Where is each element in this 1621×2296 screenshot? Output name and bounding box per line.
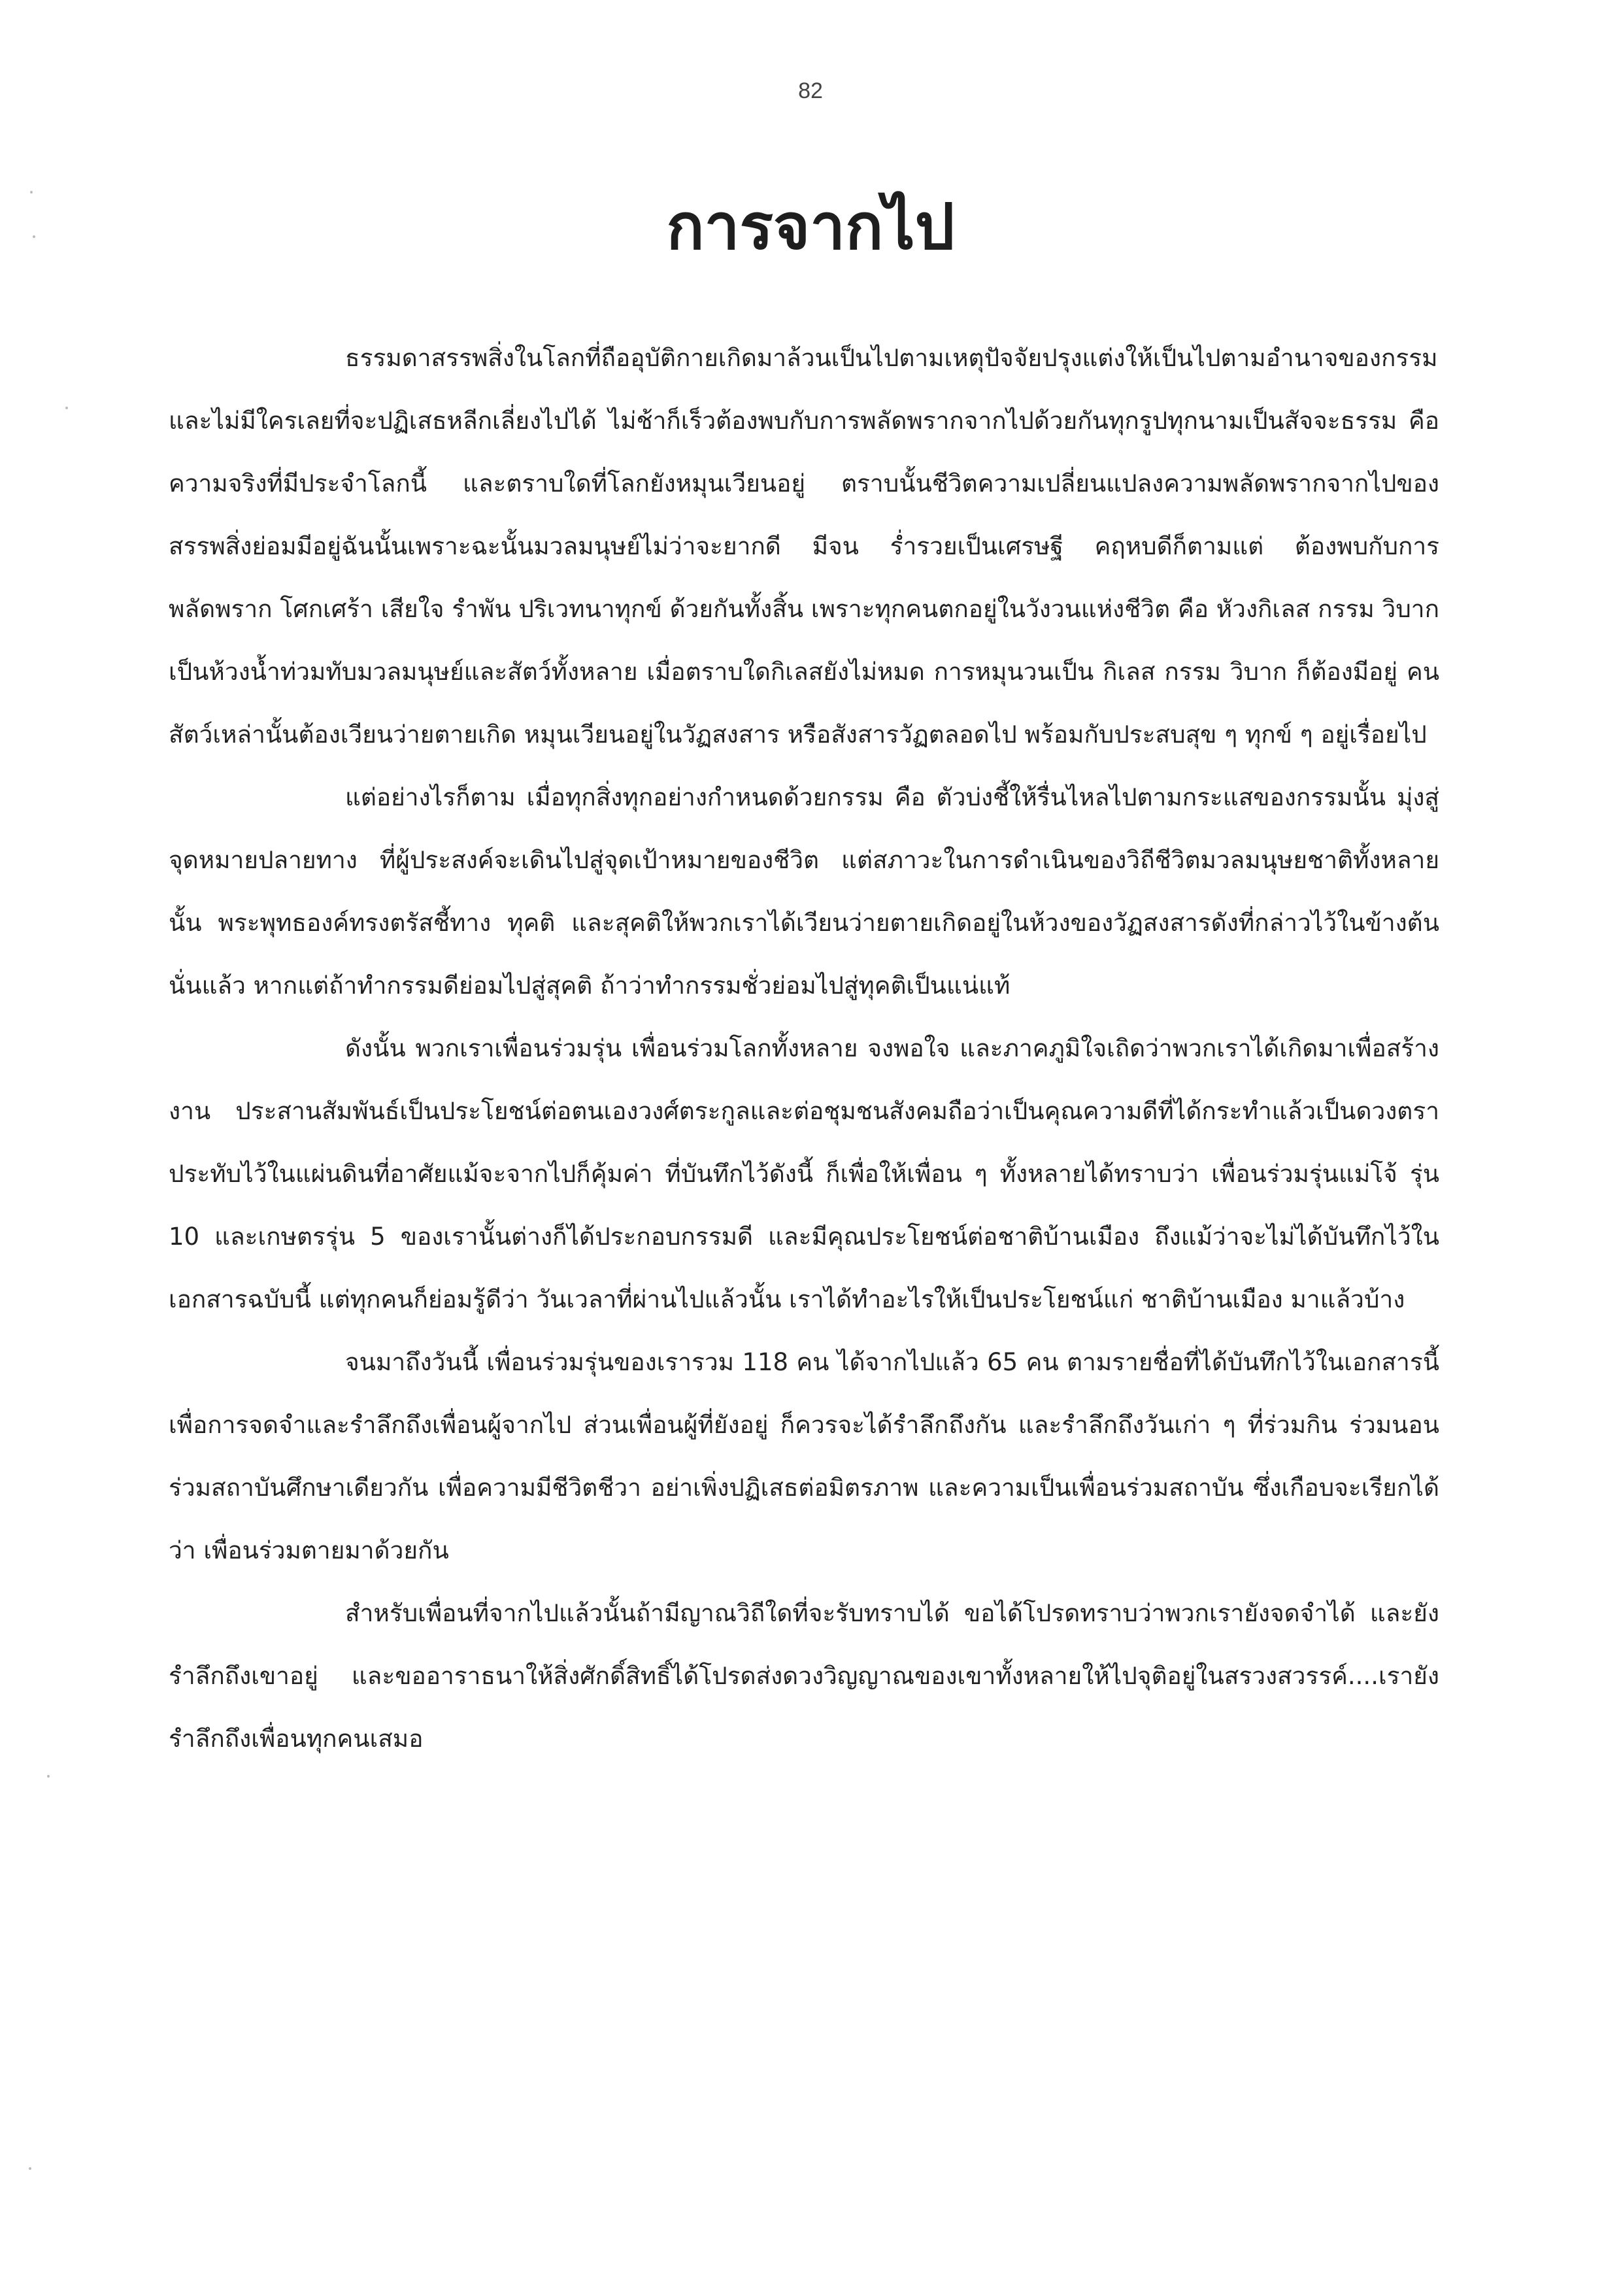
paragraph-4: จนมาถึงวันนี้ เพื่อนร่วมรุ่นของเรารวม 118 คน ได้จากไปแล้ว 65 คน ตามรายชื่อที่ได้บันทึกไว้ในเอกสารนี้ เพื่อการจดจำและรำลึกถึงเพื่อนผู้จากไป ส่วนเพื่อนผู้ที่ยังอยู่ ก็ควรจะได้รำลึกถึงกัน และรำลึกถึงวันเก่า ๆ ที่ร่วมกิน ร่วมนอน ร่วมสถาบันศึกษาเดียวกัน เพื่อความมีชีวิตชีวา อย่าเพิ่งปฏิเสธต่อมิตรภาพ และความเป็นเพื่อนร่วมสถาบัน ซึ่งเกือบจะเรียกได้ว่า เพื่อนร่วมตายมาด้วยกัน — [169, 1348, 1439, 1564]
paragraph-1: ธรรมดาสรรพสิ่งในโลกที่ถืออุบัติกายเกิดมาล้วนเป็นไปตามเหตุปัจจัยปรุงแต่งให้เป็นไปตามอำนาจของกรรม และไม่มีใครเลยที่จะปฏิเสธหลีกเลี่ยงไปได้ ไม่ช้าก็เร็วต้องพบกับการพลัดพรากจากไปด้วยกันทุกรูปทุกนามเป็นสัจจะธรรม คือความจริงที่มีประจำโลกนี้ และตราบใดที่โลกยังหมุนเวียนอยู่ ตราบนั้นชีวิตความเปลี่ยนแปลงความพลัดพรากจากไปของสรรพสิ่งย่อมมีอยู่ฉันนั้นเพราะฉะนั้นมวลมนุษย์ไม่ว่าจะยากดี มีจน ร่ำรวยเป็นเศรษฐี คฤหบดีก็ตามแต่ ต้องพบกับการพลัดพราก โศกเศร้า เสียใจ รำพัน ปริเวทนาทุกข์ ด้วยกันทั้งสิ้น เพราะทุกคนตกอยู่ในวังวนแห่งชีวิต คือ หัวงกิเลส กรรม วิบาก เป็นห้วงน้ำท่วมทับมวลมนุษย์และสัตว์ทั้งหลาย เมื่อตราบใดกิเลสยังไม่หมด การหมุนวนเป็น กิเลส กรรม วิบาก ก็ต้องมีอยู่ คนสัตว์เหล่านั้นต้องเวียนว่ายตายเกิด หมุนเวียนอยู่ในวัฏสงสาร หรือสังสารวัฏตลอดไป พร้อมกับประสบสุข ๆ ทุกข์ ๆ อยู่เรื่อยไป — [169, 344, 1439, 749]
body-text — [169, 327, 1439, 1770]
scan-speck — [65, 407, 68, 409]
paragraph-3: ดังนั้น พวกเราเพื่อนร่วมรุ่น เพื่อนร่วมโลกทั้งหลาย จงพอใจ และภาคภูมิใจเถิดว่าพวกเราได้เกิดมาเพื่อสร้างงาน ประสานสัมพันธ์เป็นประโยชน์ต่อตนเองวงศ์ตระกูลและต่อชุมชนสังคมถือว่าเป็นคุณความดีที่ได้กระทำแล้วเป็นดวงตราประทับไว้ในแผ่นดินที่อาศัยแม้จะจากไปก็คุ้มค่า ที่บันทึกไว้ดังนี้ ก็เพื่อให้เพื่อน ๆ ทั้งหลายได้ทราบว่า เพื่อนร่วมรุ่นแม่โจ้ รุ่น 10 และเกษตรรุ่น 5 ของเรานั้นต่างก็ได้ประกอบกรรมดี และมีคุณประโยชน์ต่อชาติบ้านเมือง ถึงแม้ว่าจะไม่ได้บันทึกไว้ในเอกสารฉบับนี้ แต่ทุกคนก็ย่อมรู้ดีว่า วันเวลาที่ผ่านไปแล้วนั้น เราได้ทำอะไรให้เป็นประโยชน์แก่ ชาติบ้านเมือง มาแล้วบ้าง — [169, 1034, 1439, 1313]
page-title: การจากไป — [666, 190, 955, 263]
scan-speck — [47, 1775, 50, 1778]
paragraph-5: สำหรับเพื่อนที่จากไปแล้วนั้นถ้ามีญาณวิถีใดที่จะรับทราบได้ ขอได้โปรดทราบว่าพวกเรายังจดจำได้ และยังรำลึกถึงเขาอยู่ และขออาราธนาให้สิ่งศักดิ์สิทธิ์ได้โปรดส่งดวงวิญญาณของเขาทั้งหลายให้ไปจุติอยู่ในสรวงสวรรค์....เรายังรำลึกถึงเพื่อนทุกคนเสมอ — [169, 1599, 1439, 1753]
scan-speck — [30, 191, 33, 194]
paragraph-2: แต่อย่างไรก็ตาม เมื่อทุกสิ่งทุกอย่างกำหนดด้วยกรรม คือ ตัวบ่งชี้ให้รื่นไหลไปตามกระแสของกรรมนั้น มุ่งสู่จุดหมายปลายทาง ที่ผู้ประสงค์จะเดินไปสู่จุดเป้าหมายของชีวิต แต่สภาวะในการดำเนินของวิถีชีวิตมวลมนุษยชาติทั้งหลายนั้น พระพุทธองค์ทรงตรัสชี้ทาง ทุคติ และสุคติให้พวกเราได้เวียนว่ายตายเกิดอยู่ในห้วงของวัฏสงสารดังที่กล่าวไว้ในข้างต้นนั่นแล้ว หากแต่ถ้าทำกรรมดีย่อมไปสู่สุคติ ถ้าว่าทำกรรมชั่วย่อมไปสู่ทุคติเป็นแน่แท้ — [169, 783, 1439, 1000]
page-number: 82 — [798, 78, 823, 103]
scan-speck — [29, 2167, 31, 2170]
scan-speck — [33, 235, 35, 238]
